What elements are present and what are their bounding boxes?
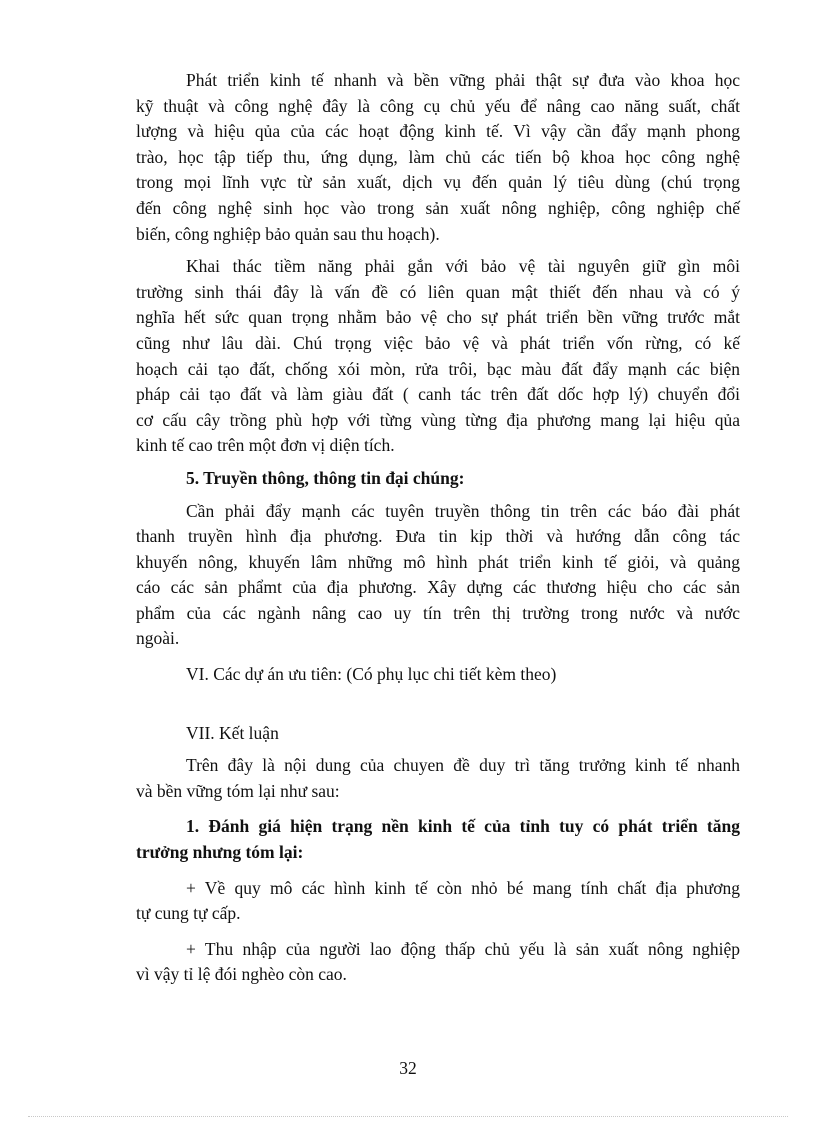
text-line: pháp cải tạo đất và làm giàu đất ( canh tác trên đất dốc hợp lý) chuyển đổi [136,384,740,405]
text-line: VI. Các dự án ưu tiên: (Có phụ lục chi tiết kèm theo) [186,664,557,685]
text-line: cơ cấu cây trồng phù hợp với từng vùng từng địa phương mang lại hiệu qủa [136,409,740,430]
text-line: ngoài. [136,628,180,649]
text-line: VII. Kết luận [186,722,279,743]
text-line: Trên đây là nội dung của chuyen đề duy trì tăng trưởng kinh tế nhanh [186,755,740,776]
paragraph-conclusion-intro [136,753,740,804]
text-line: cáo các sản phẩmt của địa phương. Xây dựng các thương hiệu cho các sản [136,577,740,598]
bullet-income [136,937,740,988]
text-line: khuyến nông, khuyến lâm những mô hình phát triển kinh tế giỏi, và quảng [136,551,740,572]
section-priority-projects [136,662,740,688]
text-line: Cần phải đẩy mạnh các tuyên truyền thông tin trên các báo đài phát [186,500,740,521]
heading-text: 5. Truyền thông, thông tin đại chúng: [186,467,465,488]
document-page [136,68,740,988]
subheading-assessment [136,814,740,865]
text-line: trào, học tập tiếp thu, ứng dụng, làm chủ các tiến bộ khoa học công nghệ [136,146,740,167]
text-line: + Về quy mô các hình kinh tế còn nhỏ bé mang tính chất địa phương [186,877,740,898]
bullet-scale [136,876,740,927]
section-conclusion-heading [136,721,740,747]
text-line: trường sinh thái đây là vấn đề có liên quan mật thiết đến nhau và có ý [136,281,740,302]
text-line: trong mọi lĩnh vực từ sản xuất, dịch vụ đến quản lý tiêu dùng (chú trọng [136,172,740,193]
footer-divider [28,1116,788,1117]
text-line: và bền vững tóm lại như sau: [136,780,340,801]
text-line: + Thu nhập của người lao động thấp chủ yếu là sản xuất nông nghiệp [186,938,740,959]
paragraph-media [136,499,740,653]
text-line: Phát triển kinh tế nhanh và bền vững phải thật sự đưa vào khoa học [186,70,740,90]
text-line: kỹ thuật và công nghệ đây là công cụ chủ yếu để nâng cao năng suất, chất [136,95,740,116]
section-heading-media [136,466,740,492]
text-line: vì vậy tỉ lệ đói nghèo còn cao. [136,964,347,985]
text-line: thanh truyền hình địa phương. Đưa tin kịp thời và hướng dẫn công tác [136,526,740,547]
text-line: đến công nghệ sinh học vào trong sản xuất nông nghiệp, công nghiệp chế [136,197,740,218]
heading-text: 1. Đánh giá hiện trạng nền kinh tế của tỉnh tuy có phát triển tăng [186,816,740,837]
text-line: nghĩa hết sức quan trọng nhằm bảo vệ cho sự phát triển bền vững trước mắt [136,307,740,328]
text-line: kinh tế cao trên một đơn vị diện tích. [136,435,395,456]
text-line: cũng như lâu dài. Chú trọng việc bảo vệ và phát triển vốn rừng, có kế [136,332,740,353]
text-line: biến, công nghiệp bảo quản sau thu hoạch). [136,223,440,244]
text-line: hoạch cải tạo đất, chống xói mòn, rửa trôi, bạc màu đất đẩy mạnh các biện [136,358,740,379]
heading-text: trưởng nhưng tóm lại: [136,842,304,863]
text-line: phẩm của các ngành nâng cao uy tín trên thị trường trong nước và nước [136,602,740,623]
paragraph-environment [136,254,740,459]
paragraph-science-technology [136,68,740,247]
text-line: tự cung tự cấp. [136,903,241,924]
text-line: lượng và hiệu qủa của các hoạt động kinh tế. Vì vậy cần đẩy mạnh phong [136,121,740,142]
page-number: 32 [399,1058,417,1078]
text-line: Khai thác tiềm năng phải gắn với bảo vệ tài nguyên giữ gìn môi [186,256,740,277]
